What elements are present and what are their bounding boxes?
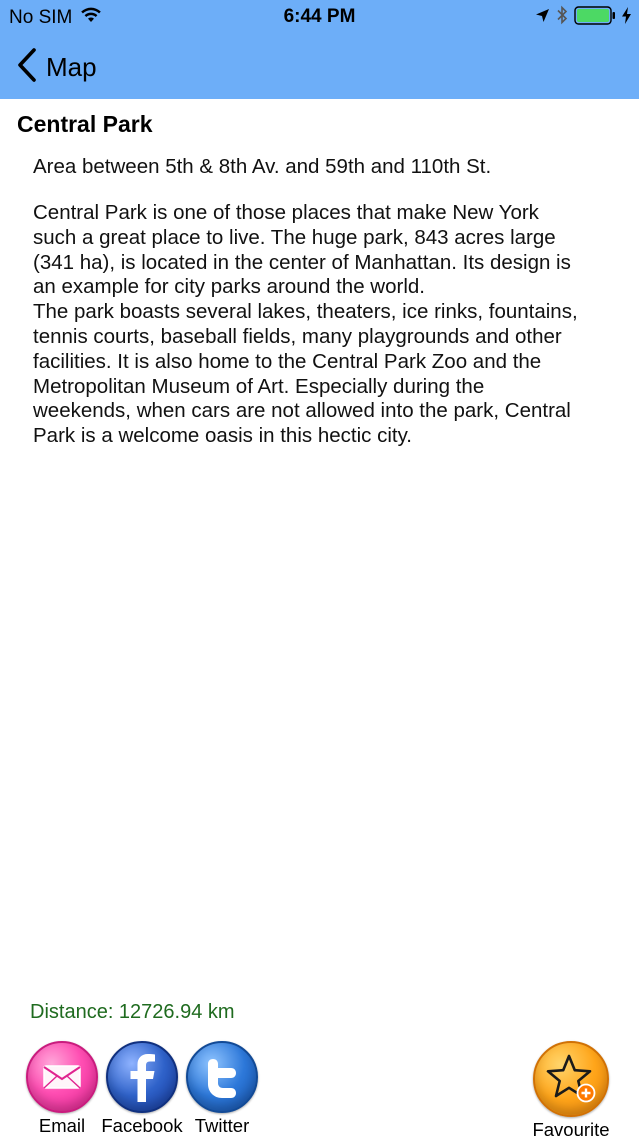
- email-button[interactable]: [21, 1041, 103, 1136]
- status-bar: [0, 0, 639, 34]
- description-line: tennis courts, baseball fields, many playgrounds and other: [33, 324, 562, 348]
- description-line: weekends, when cars are not allowed into the park, Central: [33, 399, 571, 423]
- distance-label: Distance: 12726.94 km: [30, 1001, 235, 1023]
- navigation-bar: [0, 34, 639, 99]
- status-right: [535, 5, 631, 31]
- carrier-label: No SIM: [9, 6, 73, 28]
- header: [0, 0, 639, 99]
- favourite-label: Favourite: [532, 1119, 610, 1136]
- twitter-label: Twitter: [194, 1115, 250, 1136]
- place-title: Central Park: [17, 111, 153, 137]
- facebook-icon: [106, 1041, 178, 1113]
- twitter-button[interactable]: [181, 1041, 263, 1136]
- description-line: Central Park is one of those places that make New York: [33, 201, 539, 224]
- description-line: an example for city parks around the world.: [33, 275, 425, 299]
- email-label: Email: [38, 1115, 86, 1136]
- description-line: Park is a welcome oasis in this hectic city.: [33, 424, 412, 448]
- facebook-button[interactable]: [101, 1041, 183, 1136]
- charging-bolt-icon: [622, 7, 631, 30]
- twitter-icon: [186, 1041, 258, 1113]
- bluetooth-icon: [556, 5, 568, 31]
- star-add-icon: [533, 1041, 609, 1117]
- description-line: The park boasts several lakes, theaters, ice rinks, fountains,: [33, 300, 578, 324]
- description-line: such a great place to live. The huge park, 843 acres large: [33, 225, 556, 249]
- status-time: 6:44 PM: [283, 6, 356, 27]
- location-arrow-icon: [535, 7, 550, 29]
- place-description: [33, 201, 613, 449]
- favourite-button[interactable]: [528, 1041, 614, 1136]
- back-button[interactable]: [16, 48, 97, 86]
- facebook-label: Facebook: [101, 1115, 183, 1136]
- envelope-icon: [26, 1041, 98, 1113]
- description-line: (341 ha), is located in the center of Manhattan. Its design is: [33, 250, 571, 274]
- chevron-left-icon: [16, 48, 38, 87]
- place-area: Area between 5th & 8th Av. and 59th and 110th St.: [33, 155, 492, 178]
- description-line: Metropolitan Museum of Art. Especially during the: [33, 374, 485, 398]
- battery-icon: [574, 6, 616, 31]
- back-label: Map: [46, 51, 97, 82]
- description-line: facilities. It is also home to the Central Park Zoo and the: [33, 349, 542, 373]
